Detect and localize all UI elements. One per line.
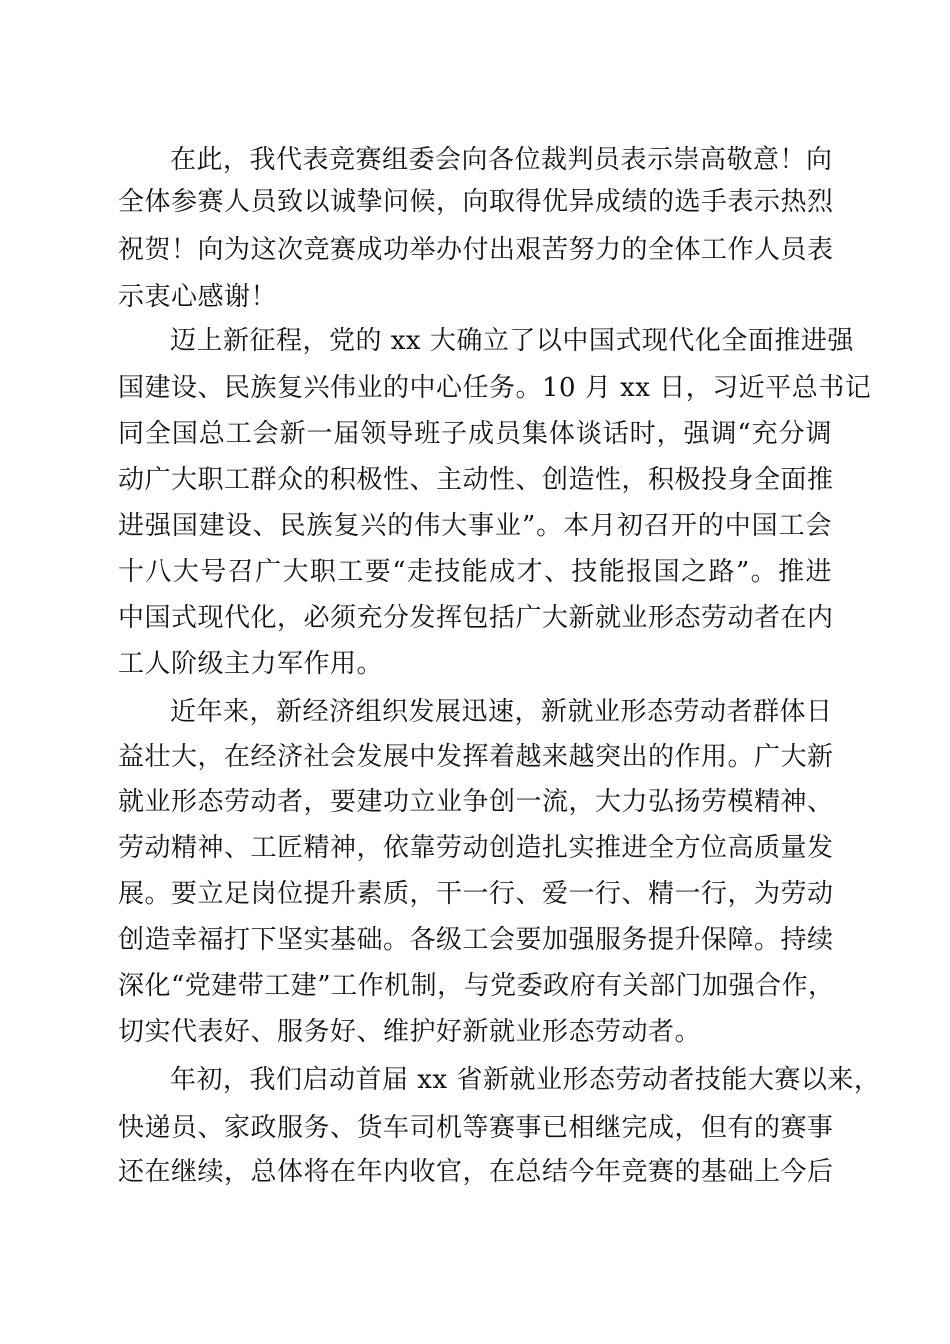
paragraph-3-line-1: 近年来，新经济组织发展迅速，新就业形态劳动者群体日 bbox=[170, 697, 833, 727]
paragraph-3-line-7: 深化“党建带工建”工作机制，与党委政府有关部门加强合作， bbox=[118, 971, 835, 1001]
paragraph-1-line-3: 祝贺！向为这次竞赛成功举办付出艰苦努力的全体工作人员表 bbox=[118, 235, 834, 265]
paragraph-1-line-1: 在此，我代表竞赛组委会向各位裁判员表示崇高敬意！向 bbox=[170, 145, 833, 175]
paragraph-2-line-1: 迈上新征程，党的 xx 大确立了以中国式现代化全面推进强 bbox=[170, 326, 854, 356]
paragraph-4-line-3: 还在继续，总体将在年内收官，在总结今年竞赛的基础上今后 bbox=[118, 1157, 834, 1187]
paragraph-2-line-2: 国建设、民族复兴伟业的中心任务。10 月 xx 日，习近平总书记 bbox=[118, 373, 872, 403]
paragraph-3-line-5: 展。要立足岗位提升素质，干一行、爱一行、精一行，为劳动 bbox=[118, 879, 834, 909]
paragraph-2-line-4: 动广大职工群众的积极性、主动性、创造性，积极投身全面推 bbox=[118, 465, 834, 495]
paragraph-3-line-3: 就业形态劳动者，要建功立业争创一流，大力弘扬劳模精神、 bbox=[118, 787, 834, 817]
paragraph-2-line-5: 进强国建设、民族复兴的伟大事业”。本月初召开的中国工会 bbox=[118, 511, 832, 541]
paragraph-3-line-2: 益壮大，在经济社会发展中发挥着越来越突出的作用。广大新 bbox=[118, 742, 834, 772]
paragraph-1-line-2: 全体参赛人员致以诚挚问候，向取得优异成绩的选手表示热烈 bbox=[118, 187, 834, 217]
paragraph-4-line-1: 年初，我们启动首届 xx 省新就业形态劳动者技能大赛以来， bbox=[170, 1065, 881, 1095]
paragraph-1-line-4: 示衷心感谢！ bbox=[118, 282, 278, 312]
paragraph-4-line-2: 快递员、家政服务、货车司机等赛事已相继完成，但有的赛事 bbox=[118, 1113, 834, 1143]
paragraph-3-line-6: 创造幸福打下坚实基础。各级工会要加强服务提升保障。持续 bbox=[118, 925, 834, 955]
paragraph-3-line-4: 劳动精神、工匠精神，依靠劳动创造扎实推进全方位高质量发 bbox=[118, 833, 834, 863]
paragraph-2-line-3: 同全国总工会新一届领导班子成员集体谈话时，强调“充分调 bbox=[118, 419, 832, 449]
paragraph-2-line-6: 十八大号召广大职工要“走技能成才、技能报国之路”。推进 bbox=[118, 557, 832, 587]
paragraph-2-line-7: 中国式现代化，必须充分发挥包括广大新就业形态劳动者在内 bbox=[118, 603, 834, 633]
paragraph-2-line-8: 工人阶级主力军作用。 bbox=[118, 649, 384, 679]
paragraph-3-line-8: 切实代表好、服务好、维护好新就业形态劳动者。 bbox=[118, 1017, 702, 1047]
